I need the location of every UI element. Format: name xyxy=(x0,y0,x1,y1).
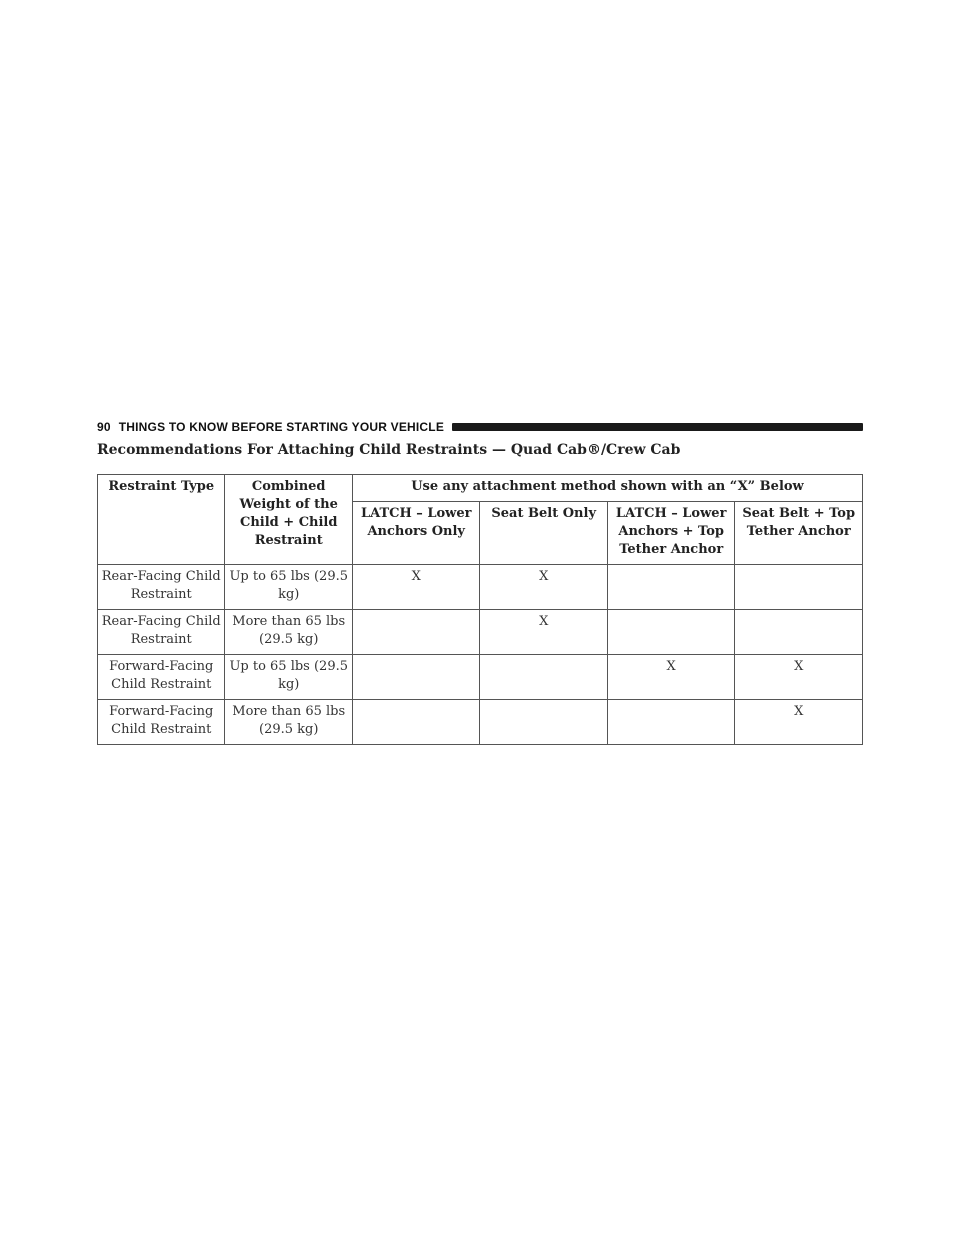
cell-mark: X xyxy=(480,565,607,610)
cell-mark xyxy=(480,655,607,700)
cell-mark xyxy=(607,700,734,745)
table-title: Recommendations For Attaching Child Restraints — Quad Cab®/Crew Cab xyxy=(97,442,681,458)
header-attachment-group: Use any attachment method shown with an “X” Below xyxy=(352,475,862,502)
section-title: THINGS TO KNOW BEFORE STARTING YOUR VEHICLE xyxy=(118,420,445,434)
table-body xyxy=(98,565,863,745)
cell-restraint-type: Forward-Facing Child Restraint xyxy=(98,700,225,745)
cell-weight: More than 65 lbs (29.5 kg) xyxy=(225,610,352,655)
header-combined-weight: Combined Weight of the Child + Child Restraint xyxy=(225,475,352,565)
cell-mark xyxy=(480,700,607,745)
table-row xyxy=(98,610,863,655)
cell-mark xyxy=(352,655,479,700)
cell-weight: Up to 65 lbs (29.5 kg) xyxy=(225,565,352,610)
cell-mark: X xyxy=(352,565,479,610)
cell-restraint-type: Forward-Facing Child Restraint xyxy=(98,655,225,700)
cell-mark xyxy=(352,610,479,655)
header-method: Seat Belt Only xyxy=(480,502,607,565)
cell-mark: X xyxy=(607,655,734,700)
header-rule xyxy=(452,423,863,431)
cell-restraint-type: Rear-Facing Child Restraint xyxy=(98,610,225,655)
page-number: 90 xyxy=(97,420,111,434)
cell-mark xyxy=(607,610,734,655)
cell-restraint-type: Rear-Facing Child Restraint xyxy=(98,565,225,610)
header-method: LATCH – Lower Anchors Only xyxy=(352,502,479,565)
child-restraint-table xyxy=(97,474,863,745)
table-row xyxy=(98,565,863,610)
table-row xyxy=(98,700,863,745)
cell-mark: X xyxy=(480,610,607,655)
cell-mark: X xyxy=(735,655,863,700)
cell-weight: More than 65 lbs (29.5 kg) xyxy=(225,700,352,745)
header-restraint-type: Restraint Type xyxy=(98,475,225,565)
cell-mark xyxy=(735,610,863,655)
cell-mark: X xyxy=(735,700,863,745)
cell-weight: Up to 65 lbs (29.5 kg) xyxy=(225,655,352,700)
table-row xyxy=(98,655,863,700)
page-header xyxy=(97,418,863,436)
cell-mark xyxy=(607,565,734,610)
header-method: Seat Belt + Top Tether Anchor xyxy=(735,502,863,565)
cell-mark xyxy=(352,700,479,745)
cell-mark xyxy=(735,565,863,610)
header-method: LATCH – Lower Anchors + Top Tether Anchor xyxy=(607,502,734,565)
